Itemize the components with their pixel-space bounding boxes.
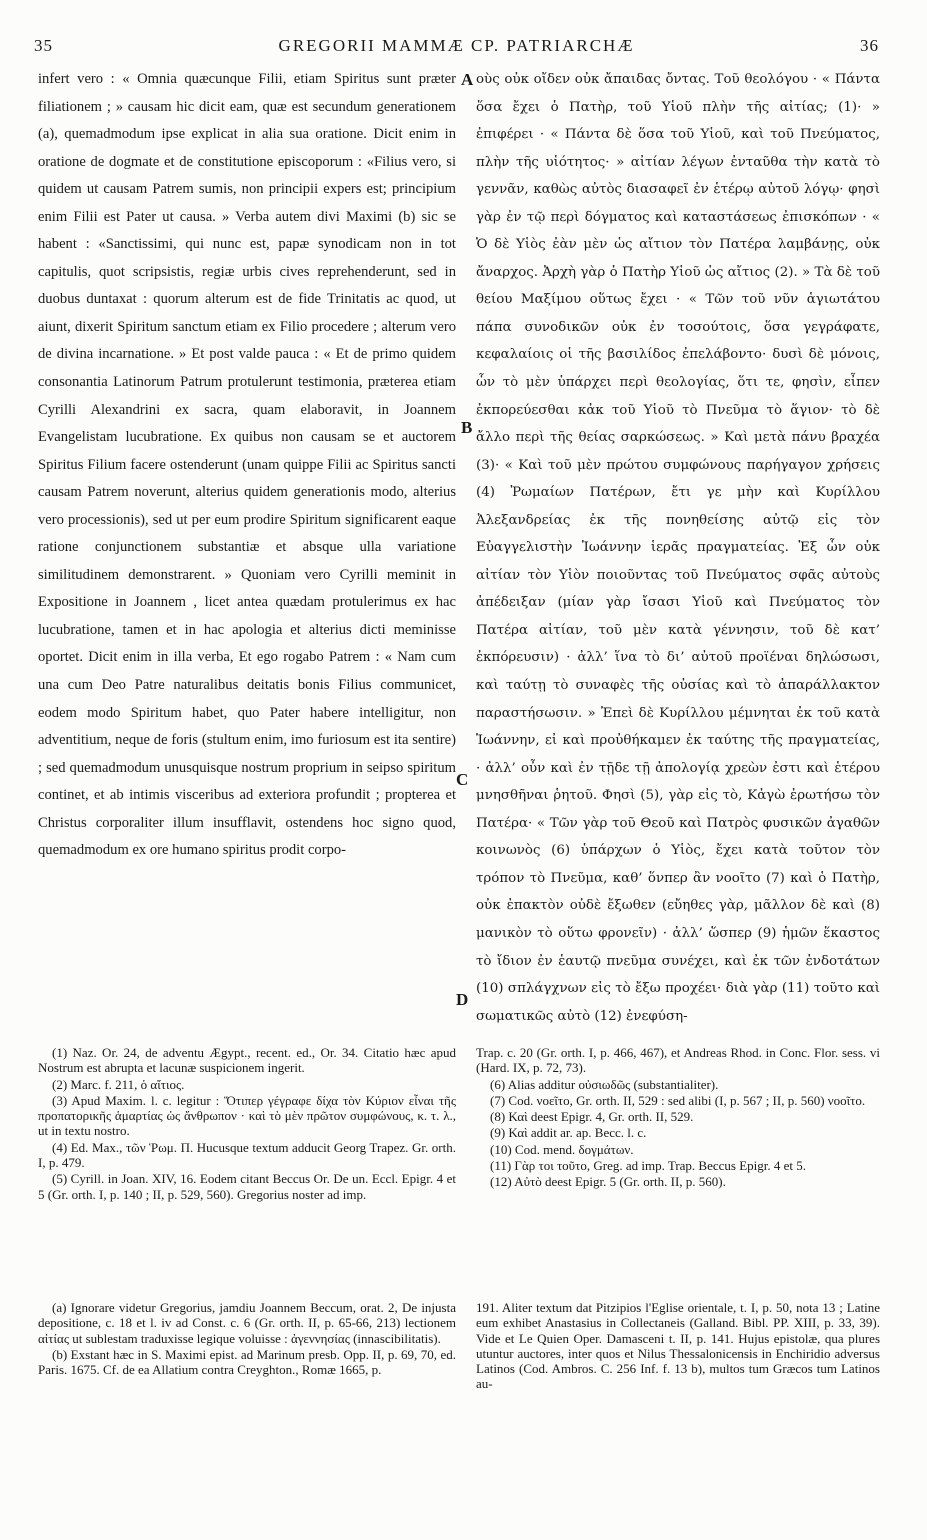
- footnote: (11) Γὰρ τοι τοῦτο, Greg. ad imp. Trap. Beccus Epigr. 4 et 5.: [490, 1158, 807, 1174]
- footnotes-right: [476, 1045, 880, 1255]
- footnote: (2) Marc. f. 211, ὁ αἴτιος.: [52, 1076, 185, 1092]
- editor-note: (b) Exstant hæc in S. Maximi epist. ad Marinum presb. Opp. II, p. 69, 70, ed. Paris. 1675. Cf. de ea Allatium contra Creyghton., Romæ 1665, p.: [38, 1346, 456, 1378]
- right-page-number: 36: [859, 36, 879, 55]
- footnote: (5) Cyrill. in Joan. XIV, 16. Eodem citant Beccus Or. De un. Eccl. Epigr. 4 et 5 (Gr. orth. I, p. 140 ; II, p. 529, 560). Gregorius noster ad imp.: [38, 1171, 456, 1202]
- footnote: (1) Naz. Or. 24, de adventu Ægypt., recent. ed., Or. 34. Citatio hæc apud Nostrum est abrupta et lacunæ suspicionem ingerit.: [38, 1045, 456, 1076]
- greek-text: οὺς οὐκ οἴδεν οὐκ ἄπαιδας ὄντας. Τοῦ θεολόγου · « Πάντα ὅσα ἔχει ὁ Πατὴρ, τοῦ Υἱοῦ πλὴν τῆς αἰτίας; (1)· » ἐπιφέρει · « Πάντα δὲ ὅσα τοῦ Υἱοῦ, καὶ τοῦ Πνεύματος, πλὴν τῆς υἱότητος· » αἰτίαν λέγων ἐνταῦθα τὴν κατὰ τὸ γεννᾶν, καθὼς αὐτὸς διασαφεῖ ἐν ἑτέρῳ αὐτοῦ λόγῳ· φησὶ γὰρ ἐν τῷ περὶ δόγματος καὶ καταστάσεως ἐπισκόπων · « Ὁ δὲ Υἱὸς ἐὰν μὲν ὡς αἴτιον τὸν Πατέρα λαμβάνῃς, οὐκ ἄναρχος. Ἀρχὴ γὰρ ὁ Πατὴρ Υἱοῦ ὡς αἴτιος (2). » Τὰ δὲ τοῦ θείου Μαξίμου οὕτως ἔχει · « Τῶν τοῦ νῦν ἁγιωτάτου πάπα συνοδικῶν οὐκ ἐν τοσούτοις, ὅσα γεγράφατε, κεφαλαίοις οἱ τῆς βασιλίδος ἐπελάβοντο· δυσὶ δὲ μόνοις, ὧν τὸ μὲν ὑπάρχει περὶ θεολογίας, ὅτι τε, φησὶν, εἶπεν ἐκπορεύεσθαι κἀκ τοῦ Υἱοῦ τὸ Πνεῦμα τὸ ἅγιον· τὸ δὲ ἄλλο περὶ τῆς θείας σαρκώσεως. » Καὶ μετὰ πάνυ βραχέα (3)· « Καὶ τοῦ μὲν πρώτου συμφώνους παρήγαγον χρήσεις (4) Ῥωμαίων Πατέρων, ἔτι γε μὴν καὶ Κυρίλλου Ἀλεξανδρείας ἐκ τῆς πονηθείσης αὐτῷ εἰς τὸν Εὐαγγελιστὴν Ἰωάννην ἱερᾶς πραγματείας. Ἐξ ὧν οὐκ αἰτίαν τὸν Υἱὸν ποιοῦντας τοῦ Πνεύματος σφᾶς αὐτοὺς ἀπέδειξαν (μίαν γὰρ ἴσασι Υἱοῦ καὶ Πνεύματος τὸν Πατέρα αἰτίαν, τοῦ μὲν κατὰ γέννησιν, τοῦ δὲ κατ’ ἐκπόρευσιν) · ἀλλ’ ἵνα τὸ δι’ αὐτοῦ προϊέναι δηλώσωσι, καὶ ταύτῃ τὸ συναφὲς τῆς οὐσίας καὶ τὸ ἀπαράλλακτον παραστήσωσιν. » Ἐπεὶ δὲ Κυρίλλου μέμνηται ἐκ τοῦ κατὰ Ἰωάννην, εἰ καὶ προὐθήκαμεν ἐκ ταύτης τῆς πραγματείας, · ἀλλ’ οὖν καὶ ἐν τῇδε τῇ ἀπολογίᾳ χρεὼν ἐστι καὶ ἑτέρου μνησθῆναι ῥητοῦ. Φησὶ (5), γὰρ εἰς τὸ, Κἀγὼ ἐρωτήσω τὸν Πατέρα· « Τῶν γὰρ τοῦ Θεοῦ καὶ Πατρὸς φυσικῶν ἀγαθῶν κοινωνὸς (6) ὑπάρχων ὁ Υἱὸς, ἔχει κατὰ τοῦτον τὸν τρόπον τὸ Πνεῦμα, καθ’ ὅνπερ ἂν νοοῖτο (7) καὶ ὁ Πατὴρ, οὐκ ἐπακτὸν οὐδὲ ἔξωθεν (εὔηθες γὰρ, μᾶλλον δὲ καὶ (8) μανικὸν τὸ οὕτω φρονεῖν) · ἀλλ’ ὥσπερ (9) ἡμῶν ἕκαστος τὸ ἴδιον ἐν ἑαυτῷ πνεῦμα συνέχει, καὶ ἐκ τῶν ἐνδοτάτων (10) σπλάγχνων εἰς τὸ ἔξω προχέει· διὰ γὰρ (11) τοῦτο καὶ σωματικῶς αὐτὸ (12) ἐνεφύση-: [476, 72, 880, 1024]
- left-page-number: 35: [34, 36, 53, 55]
- margin-marker-b: B: [461, 418, 473, 437]
- editor-notes-left: [38, 1300, 456, 1530]
- footnote: (6) Alias additur οὐσιωδῶς (substantialiter).: [490, 1076, 719, 1092]
- running-title: GREGORII MAMMÆ CP. PATRIARCHÆ: [278, 36, 635, 55]
- latin-column: [38, 66, 456, 1014]
- footnote: (12) Αὐτὸ deest Epigr. 5 (Gr. orth. II, p. 560).: [490, 1174, 726, 1190]
- footnote: (4) Ed. Max., τῶν Ῥωμ. Π. Hucusque textum adducit Georg Trapez. Gr. orth. I, p. 479.: [38, 1139, 456, 1171]
- footnote: (8) Καὶ deest Epigr. 4, Gr. orth. II, 529.: [490, 1109, 694, 1125]
- footnote: (3) Apud Maxim. l. c. legitur : Ὅτιπερ γέγραφε δίχα τὸν Κύριον εἶναι τῆς προπατορικῆς ἁμαρτίας ὡς ἄνθρωπον · καὶ τὸ μὲν πρῶτον συμφώνους, κ. τ. λ., ut in textu nostro.: [38, 1092, 456, 1139]
- editor-note: (a) Ignorare videtur Gregorius, jamdiu Joannem Beccum, orat. 2, De injusta depositione, c. 18 et l. iv ad Const. c. 6 (Gr. orth. II, p. 65-66, 213) lectionem αἰτίας ut sublestam traduxisse legique voluisse : ἀγεννησίας (innascibilitatis).: [38, 1300, 456, 1346]
- editor-note: 191. Aliter textum dat Pitzipios l'Eglise orientale, t. I, p. 50, nota 13 ; Latine eum exhibet Anastasius in Collectaneis (Galland. Bibl. PP. XIII, p. 33, 39). Vide et Le Quien Oper. Damasceni t. II, p. 141. Hujus epistolæ, qua plures utuntur auctores, inter quos et Nilus Thessalonicensis in Enchiridio adversus Latinos (Cod. Ambros. C. 256 Inf. f. 13 b), multos tum Græcos tum Latinos au-: [476, 1300, 880, 1392]
- page-header: [34, 30, 879, 62]
- footnote: Trap. c. 20 (Gr. orth. I, p. 466, 467), et Andreas Rhod. in Conc. Flor. sess. vi (Hard. IX, p. 72, 73).: [476, 1045, 880, 1076]
- margin-marker-c: C: [456, 770, 469, 789]
- footnotes-left: [38, 1045, 456, 1255]
- latin-text: infert vero : « Omnia quæcunque Filii, etiam Spiritus sunt præter filiationem ; » causam hic dicit eam, quæ est secundum generationem (a), quemadmodum ipse explicat in alia sua oratione. Dicit enim in oratione de dogmate et de constitutione episcoporum : «Filius vero, si quidem ut causam Patrem sumis, non principii expers est; principium enim Filii est Pater ut causa. » Verba autem divi Maximi (b) sic se habent : «Sanctissimi, qui nunc est, papæ synodicam non in tot capitulis, quot scripsistis, regiæ urbis cives reprehenderunt, sed in duobus duntaxat : quorum alterum est de fide Trinitatis ac quod, ut aiunt, dixerit Spiritum sanctum etiam ex Filio procedere ; alterum vero de divina incarnatione. » Et post valde pauca : « Et de primo quidem consonantia Latinorum Patrum protulerunt testimonia, præterea etiam Cyrilli Alexandrini ex sacra, quam elaboravit, in Joannem Evangelistam lucubratione. Ex quibus non causam se et auctorem Spiritus Filium facere ostenderunt (unam quippe Filii ac Spiritus sancti causam Patrem noverunt, alterius quidem generationis modo, alterius vero processionis), sed ut per eum prodire Spiritum significarent eaque ratione conjunctionem substantiæ et absque ulla variatione similitudinem demonstrarent. » Quoniam vero Cyrilli meminit in Expositione in Joannem , licet antea quædam protulerimus ex hac lucubratione, tamen et in hac apologia et alterius dicti meminisse oportet. Dicit enim in illa verba, Et ego rogabo Patrem : « Nam cum una cum Deo Patre naturalibus deitatis bonis Filius communicet, eodem modo Spiritum habet, quo Pater habere intelligitur, non adventitium, neque de foris (stultum enim, imo furiosum est ita sentire) ; sed quemadmodum unusquisque nostrum proprium in seipso spiritum continet, et ab intimis visceribus ad exteriora profundit ; propterea et Christus corporaliter illum insufflavit, ostendens hoc signo quod, quemadmodum ex ore humano spiritus prodit corpo-: [38, 71, 456, 859]
- footnote: (7) Cod. νοεῖτο, Gr. orth. II, 529 : sed alibi (I, p. 567 ; II, p. 560) νοοῖτο.: [490, 1092, 866, 1108]
- footnote: (10) Cod. mend. δογμάτων.: [490, 1141, 634, 1157]
- footnote: (9) Καὶ addit ar. ap. Becc. l. c.: [490, 1125, 647, 1141]
- editor-notes-right: [476, 1300, 880, 1530]
- greek-column: [476, 66, 880, 1024]
- margin-marker-d: D: [456, 990, 469, 1009]
- margin-marker-a: A: [461, 70, 474, 89]
